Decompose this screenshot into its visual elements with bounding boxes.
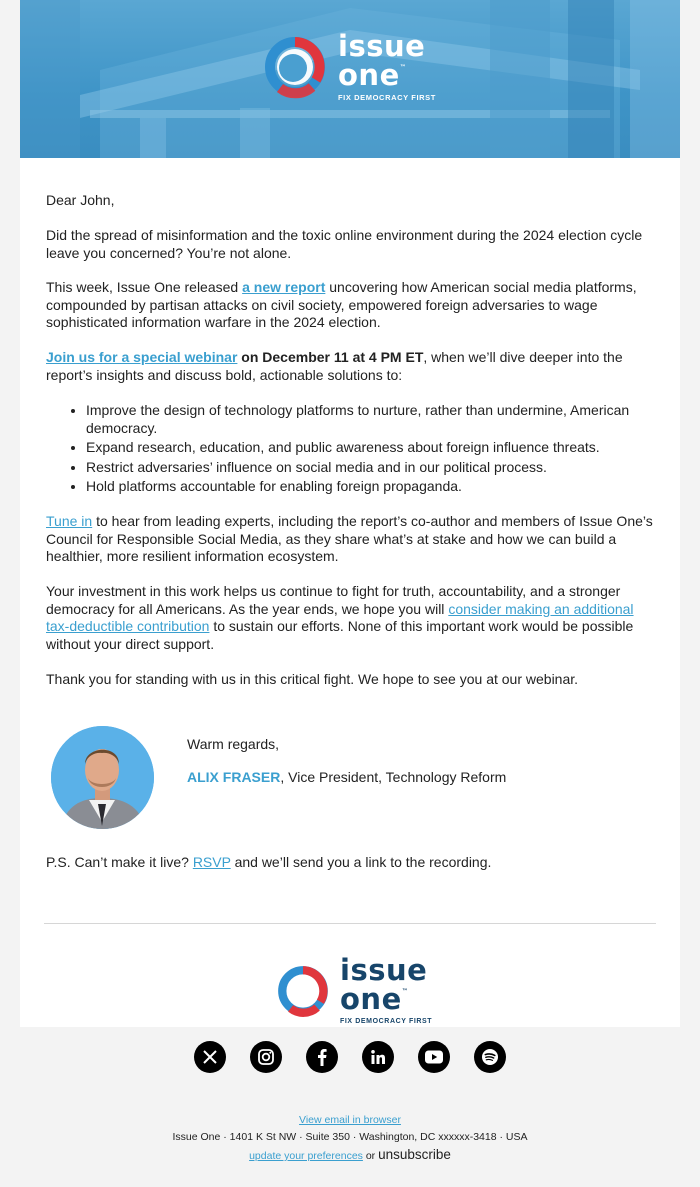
paragraph-ps: P.S. Can’t make it live? RSVP and we’ll send you a link to the recording. — [46, 854, 492, 870]
instagram-icon[interactable] — [250, 1041, 282, 1073]
hero-banner — [20, 0, 680, 158]
list-item: • Improve the design of technology platforms to nurture, rather than undermine, American democracy. — [86, 402, 656, 437]
update-preferences-link[interactable]: update your preferences — [249, 1150, 363, 1162]
footer-logo[interactable] — [274, 953, 433, 1025]
webinar-link[interactable]: Join us for a special webinar — [46, 349, 238, 365]
signer-title: , Vice President, Technology Reform — [280, 769, 507, 785]
paragraph-intro: Did the spread of misinformation and the toxic online environment during the 2024 election cycle leave you concerned? You’re not alone. — [46, 227, 643, 261]
logo-tagline: FIX DEMOCRACY FIRST — [340, 1018, 433, 1025]
logo-word-one: one™ — [338, 58, 407, 93]
paragraph-report: This week, Issue One released a new report uncovering how American social media platforms, compounded by partisan attacks on civil society, empowered foreign adversaries to wage sophisticated information warfare in the 2024 election. — [46, 279, 637, 331]
rsvp-link[interactable]: RSVP — [192, 854, 231, 870]
signature-block — [46, 726, 656, 836]
logo-word-one: one™ — [340, 982, 409, 1016]
facebook-icon[interactable] — [306, 1041, 338, 1073]
new-report-link[interactable]: a new report — [242, 279, 326, 295]
view-in-browser-link[interactable]: View email in browser — [299, 1114, 401, 1126]
signer-name: ALIX FRASER — [187, 769, 281, 785]
webinar-date: on December 11 at 4 PM ET — [237, 349, 424, 365]
solutions-list — [46, 402, 656, 498]
social-links — [194, 1041, 506, 1073]
issue-one-ring-icon — [260, 32, 330, 102]
tune-in-link[interactable]: Tune in — [46, 513, 93, 529]
unsubscribe-link[interactable]: unsubscribe — [378, 1147, 451, 1162]
list-item: • Restrict adversaries’ influence on social media and in our political process. — [86, 459, 656, 477]
paragraph-thanks: Thank you for standing with us in this critical fight. We hope to see you at our webinar. — [46, 671, 579, 687]
youtube-icon[interactable] — [418, 1041, 450, 1073]
logo-word-issue: issue — [340, 953, 428, 987]
avatar — [51, 726, 154, 829]
email-footer: View email in browser Issue One · 1401 K St NW · Suite 350 · Washington, DC xxxxxx-3418 · USA update your preferences or unsubscribe — [0, 1112, 700, 1165]
linkedin-icon[interactable] — [362, 1041, 394, 1073]
hero-logo[interactable] — [260, 29, 436, 103]
signer — [187, 769, 506, 787]
paragraph-webinar: Join us for a special webinar on December 11 at 4 PM ET, when we’ll dive deeper into the report’s insights and discuss bold, actionable solutions to: — [46, 349, 623, 383]
closing: Warm regards, — [187, 736, 280, 752]
list-item: • Hold platforms accountable for enabling foreign propaganda. — [86, 478, 656, 496]
divider — [44, 923, 656, 924]
x-icon[interactable] — [194, 1041, 226, 1073]
logo-word-issue: issue — [338, 29, 426, 64]
logo-tagline: FIX DEMOCRACY FIRST — [338, 93, 436, 103]
donate-link[interactable]: consider making an additional tax-deductible contribution — [46, 600, 634, 635]
paragraph-tune-in: Tune in to hear from leading experts, including the report’s co-author and members of Issue One’s Council for Responsible Social Media, as they share what’s at stake and how we can build a healthier, more resilient information ecosystem. — [46, 513, 653, 565]
paragraph-donate: Your investment in this work helps us continue to fight for truth, accountability, and a stronger democracy for all Americans. As the year ends, we hope you will consider making an additional tax-deductible contribution to sustain our efforts. None of this important work would be possible without your direct support. — [46, 583, 634, 652]
issue-one-ring-icon — [274, 962, 332, 1020]
greeting: Dear John, — [46, 192, 115, 208]
list-item: • Expand research, education, and public awareness about foreign influence threats. — [86, 439, 656, 457]
mailing-address: Issue One · 1401 K St NW · Suite 350 · Washington, DC xxxxxx-3418 · USA — [172, 1131, 528, 1143]
spotify-icon[interactable] — [474, 1041, 506, 1073]
